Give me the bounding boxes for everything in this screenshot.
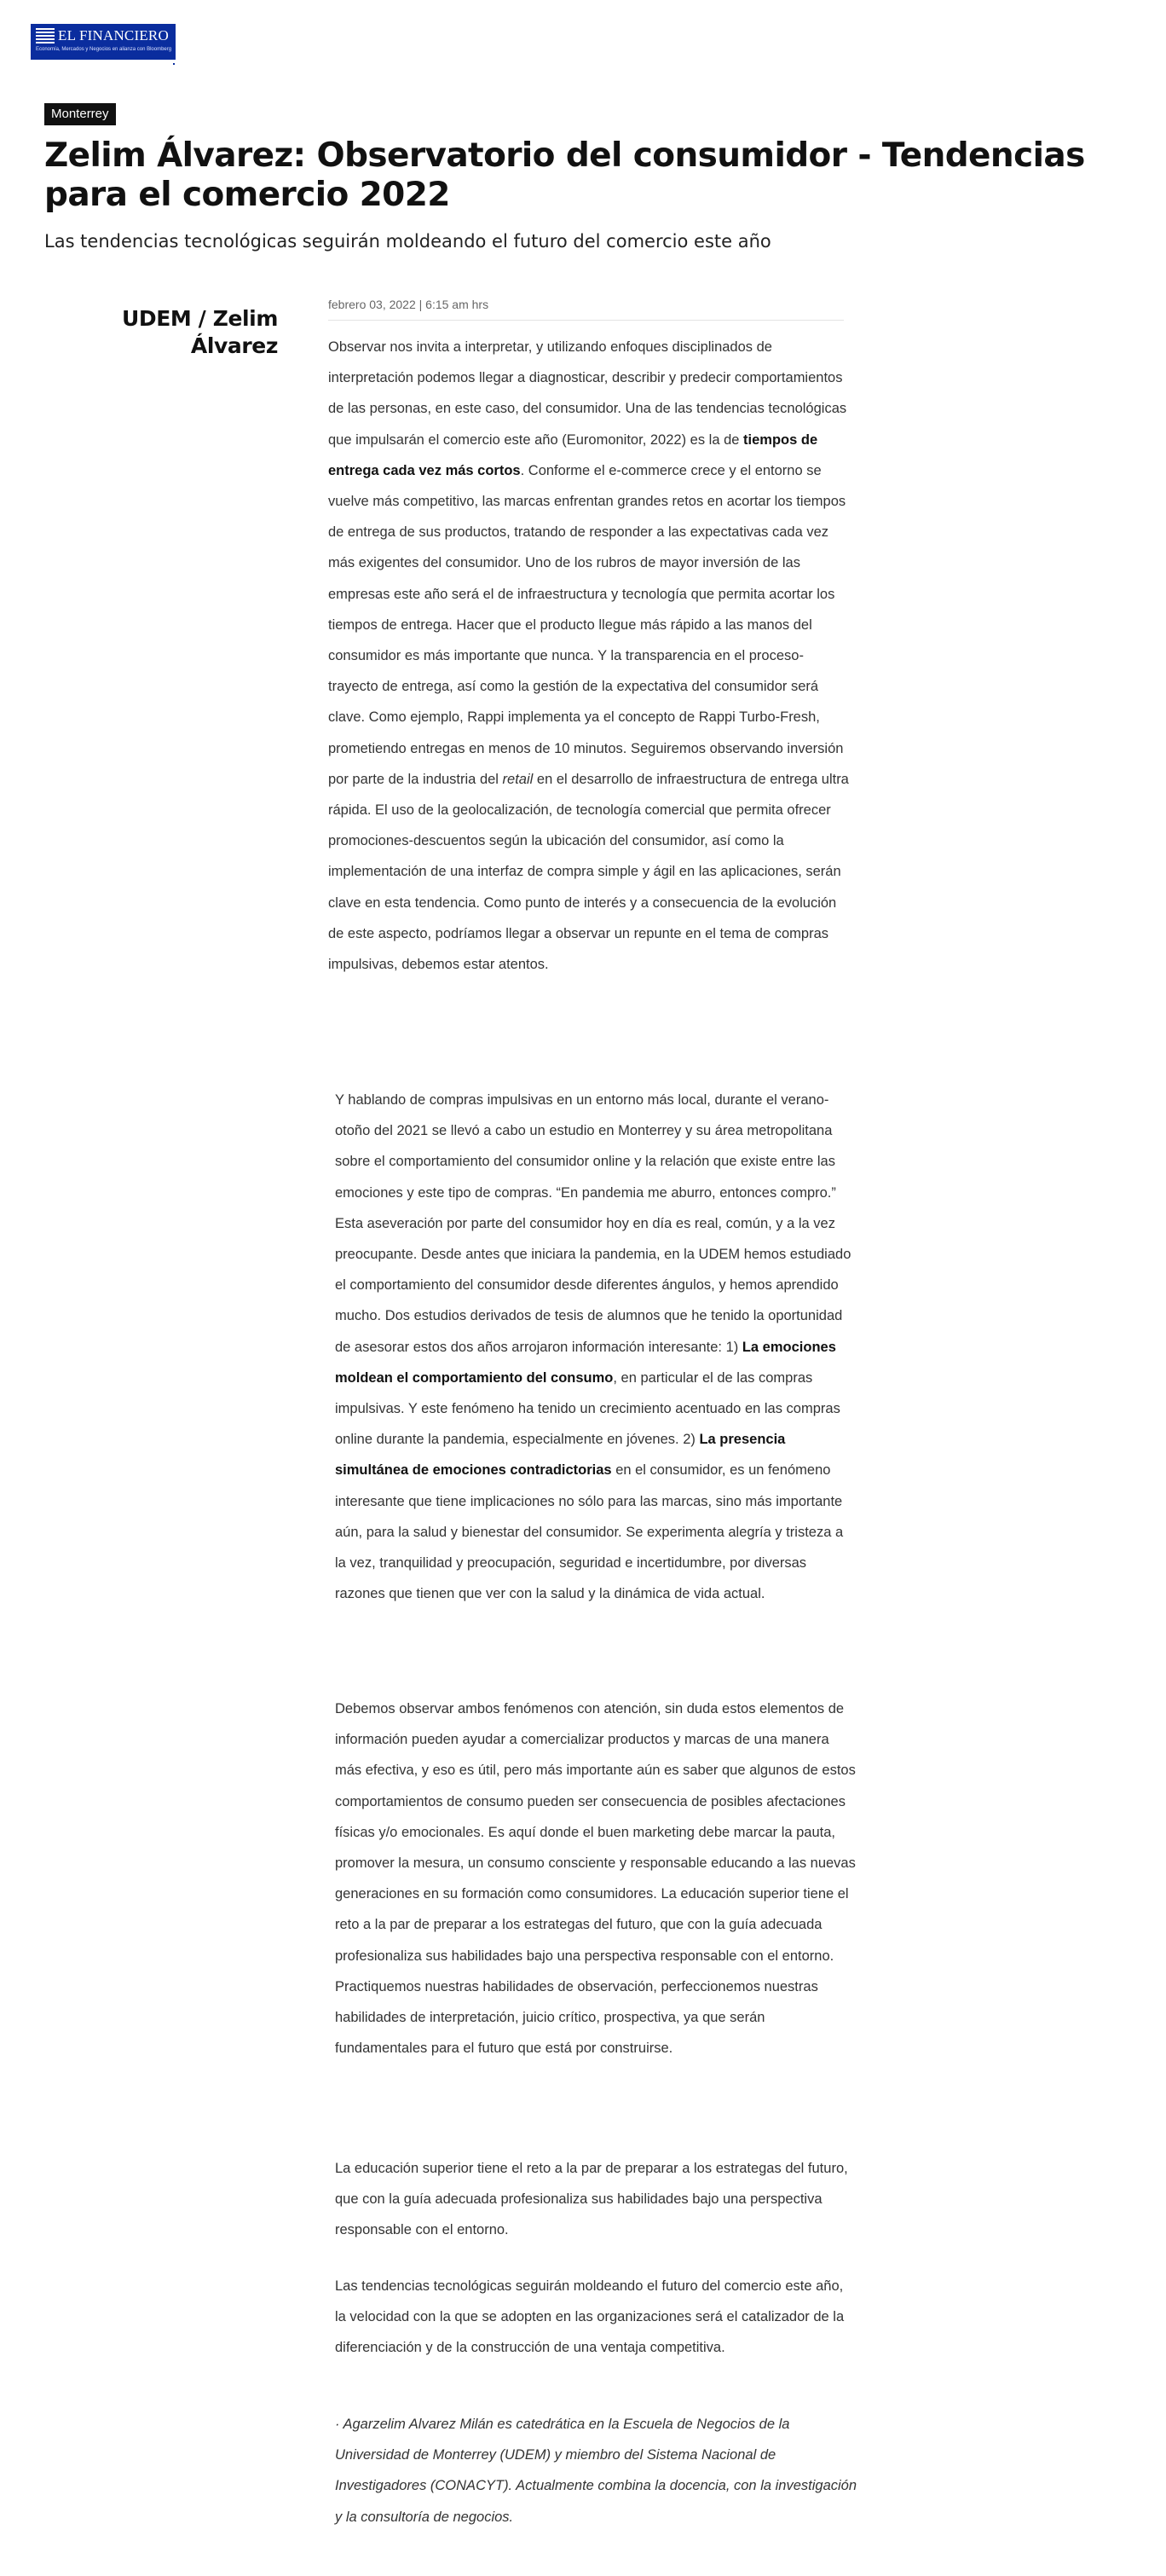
section-badge[interactable]: Monterrey bbox=[44, 103, 116, 125]
logo-dot bbox=[173, 63, 175, 65]
body-paragraph-5: Las tendencias tecnológicas seguirán moldeando el futuro del comercio este año, la velocidad con la que se adopten en las organizaciones será el catalizador de la diferenciación y de la construcción de una ventaja competitiva. bbox=[335, 2278, 845, 2356]
publish-date: febrero 03, 2022 | 6:15 am hrs bbox=[328, 298, 844, 321]
p2-text-a: Y hablando de compras impulsivas en un entorno más local, durante el verano-otoño del 2021 se llevó a cabo un estudio en Monterrey y su área metropolitana sobre el comportamiento del consumidor online y la relación que existe entre las emociones y este tipo de compras. “En pandemia me aburro, entonces compro.” Esta aseveración por parte del consumidor hoy en día es real, común, y a la vez preocupante. Desde antes que iniciara la pandemia, en la UDEM hemos estudiado el comportamiento del consumidor desde diferentes ángulos, y hemos aprendido mucho. Dos estudios derivados de tesis de alumnos que he tenido la oportunidad de asesorar estos dos años arrojaron información interesante: 1) bbox=[335, 1092, 851, 1355]
p2-text-b: , en particular el de las compras impulsivas. Y este fenómeno ha tenido un crecimiento acentuado en las compras online durante la pandemia, especialmente en jóvenes. 2) bbox=[335, 1369, 840, 1448]
body-paragraph-4: La educación superior tiene el reto a la par de preparar a los estrategas del futuro, que con la guía adecuada profesionaliza sus habilidades bajo una perspectiva responsable con el entorno. bbox=[335, 2161, 848, 2238]
body-paragraph-2 bbox=[335, 1085, 857, 1609]
author-bio: · Agarzelim Alvarez Milán es catedrática en la Escuela de Negocios de la Universidad de Monterrey (UDEM) y miembro del Sistema Nacional de Investigadores (CONACYT). Actualmente combina la docencia, con la investigación y la consultoría de negocios. bbox=[335, 2417, 857, 2525]
p1-italic: retail bbox=[502, 771, 534, 787]
logo-mark-icon bbox=[36, 28, 55, 43]
p2-bold-1: La emociones moldean el comportamiento del consumo bbox=[335, 1339, 836, 1386]
logo-name: EL FINANCIERO bbox=[58, 27, 169, 43]
logo-row bbox=[36, 26, 170, 45]
p1-text-c: en el desarrollo de infraestructura de entrega ultra rápida. El uso de la geolocalización, de tecnología comercial que permita ofrecer promociones-descuentos según la ubicación del consumidor, así como la implementación de una interfaz de compra simple y ágil en las aplicaciones, serán clave en esta tendencia. Como punto de interés y a consecuencia de la evolución de este aspecto, podríamos llegar a observar un repunte en el tema de compras impulsivas, debemos estar atentos. bbox=[328, 771, 849, 973]
p1-text-a: Observar nos invita a interpretar, y utilizando enfoques disciplinados de interpretación podemos llegar a diagnosticar, describir y predecir comportamientos de las personas, en este caso, del consumidor. Una de las tendencias tecnológicas que impulsarán el comercio este año (Euromonitor, 2022) es la de bbox=[328, 339, 847, 448]
p2-text-c: en el consumidor, es un fenómeno interesante que tiene implicaciones no sólo para las marcas, sino más importante aún, para la salud y bienestar del consumidor. Se experimenta alegría y tristeza a la vez, tranquilidad y preocupación, seguridad e incertidumbre, por diversas razones que tienen que ver con la salud y la dinámica de vida actual. bbox=[335, 1462, 844, 1602]
p2-bold-2: La presencia simultánea de emociones contradictorias bbox=[335, 1432, 786, 1479]
p1-text-b: . Conforme el e-commerce crece y el entorno se vuelve más competitivo, las marcas enfrentan grandes retos en acortar los tiempos de entrega de sus productos, tratando de responder a las expectativas cada vez más exigentes del consumidor. Uno de los rubros de mayor inversión de las empresas este año será el de infraestructura y tecnología que permita acortar los tiempos de entrega. Hacer que el producto llegue más rápido a las manos del consumidor es más importante que nunca. Y la transparencia en el proceso-trayecto de entrega, así como la gestión de la expectativa del consumidor será clave. Como ejemplo, Rappi implementa ya el concepto de Rappi Turbo-Fresh, prometiendo entregas en menos de 10 minutos. Seguiremos observando inversión por parte de la industria del bbox=[328, 462, 846, 787]
article-headline: Zelim Álvarez: Observatorio del consumidor - Tendencias para el comercio 2022 bbox=[44, 136, 1085, 214]
p1-bold: tiempos de entrega cada vez más cortos bbox=[328, 431, 818, 478]
body-paragraph-1 bbox=[328, 332, 850, 980]
logo-tagline: Economía, Mercados y Negocios en alianza con Bloomberg bbox=[36, 47, 172, 52]
site-logo[interactable] bbox=[31, 24, 176, 60]
author-name[interactable]: UDEM / Zelim Álvarez bbox=[121, 306, 278, 358]
article-subheadline: Las tendencias tecnológicas seguirán moldeando el futuro del comercio este año bbox=[44, 231, 771, 252]
body-paragraph-3: Debemos observar ambos fenómenos con atención, sin duda estos elementos de información pueden ayudar a comercializar productos y marcas de una manera más efectiva, y eso es útil, pero más importante aún es saber que algunos de estos comportamientos de consumo pueden ser consecuencia de posibles afectaciones físicas y/o emocionales. Es aquí donde el buen marketing debe marcar la pauta, promover la mesura, un consumo consciente y responsable educando a las nuevas generaciones en su formación como consumidores. La educación superior tiene el reto a la par de preparar a los estrategas del futuro, que con la guía adecuada profesionaliza sus habilidades bajo una perspectiva responsable con el entorno. Practiquemos nuestras habilidades de observación, perfeccionemos nuestras habilidades de interpretación, juicio crítico, prospectiva, ya que serán fundamentales para el futuro que está por construirse. bbox=[335, 1701, 856, 2057]
